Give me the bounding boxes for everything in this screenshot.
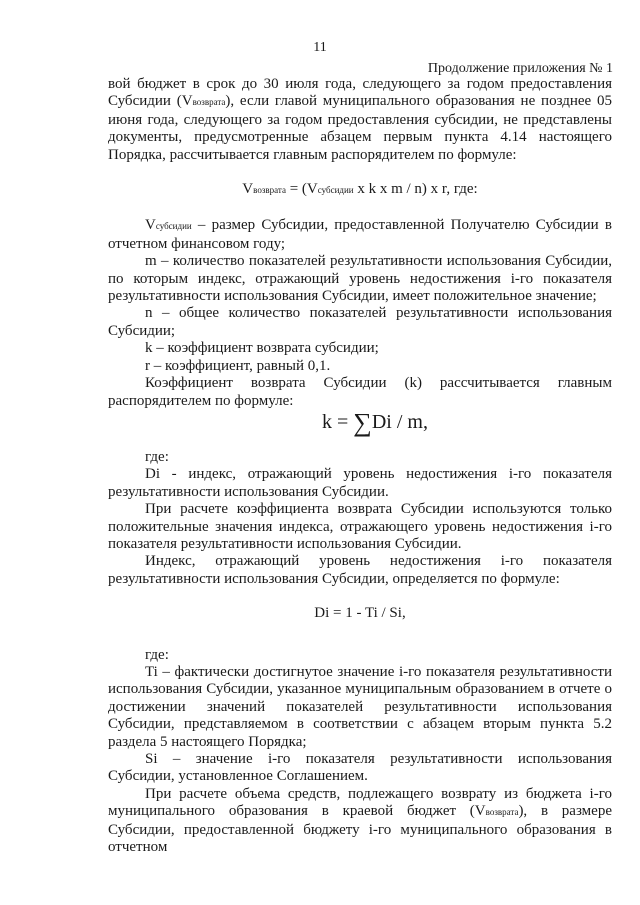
definition-v-subsidii: Vсубсидии – размер Субсидии, предоставленной Получателю Субсидии в отчетном финансовом году; xyxy=(108,217,612,252)
formula-return-volume: Vвозврата = (Vсубсидии x k x m / n) x r, где: xyxy=(242,181,478,198)
formula-coefficient-k: k = ∑Di / m, xyxy=(322,407,428,437)
document-body xyxy=(108,76,612,856)
paragraph-return-deadline: вой бюджет в срок до 30 июля года, следующего за годом предоставления Субсидии (Vвозврата), если главой муниципального образования не позднее 05 июня года, следующего за годом предоставления субсидии, не представлены документы, предусмотренные абзацем первым пункта 4.14 настоящего Порядка, рассчитывается главным распорядителем по формуле: xyxy=(108,76,612,163)
label-gde-1: где: xyxy=(145,448,169,465)
paragraph-k-intro: Коэффициент возврата Субсидии (k) рассчитывается главным распорядителем по формуле: xyxy=(108,375,612,409)
definition-r: r – коэффициент, равный 0,1. xyxy=(145,357,331,374)
formula-index-di: Di = 1 - Ti / Si, xyxy=(314,605,406,622)
definition-m: m – количество показателей результативности использования Субсидии, по которым индекс, отражающий уровень недостижения i-го показателя результативности использования Субсидии, имеет положительное значение; xyxy=(108,253,612,305)
appendix-continuation: Продолжение приложения № 1 xyxy=(427,61,613,76)
paragraph-return-calculation: При расчете объема средств, подлежащего возврату из бюджета i-го муниципального образования в краевой бюджет (Vвозврата), в размере Субсидии, предоставленной бюджету i-го муниципального образования в отчетном xyxy=(108,785,612,856)
sum-symbol: ∑ xyxy=(353,407,372,437)
definition-n: n – общее количество показателей результативности использования Субсидии; xyxy=(108,305,612,339)
page-number: 11 xyxy=(313,40,327,55)
definition-si: Si – значение i-го показателя результативности использования Субсидии, установленное Соглашением. xyxy=(108,751,612,785)
paragraph-positive-values: При расчете коэффициента возврата Субсидии используются только положительные значения индекса, отражающего уровень недостижения i-го показателя результативности использования Субсидии. xyxy=(108,501,612,552)
label-gde-2: где: xyxy=(145,646,169,663)
paragraph-index-intro: Индекс, отражающий уровень недостижения i-го показателя результативности использования Субсидии, определяется по формуле: xyxy=(108,553,612,587)
definition-ti: Ti – фактически достигнутое значение i-го показателя результативности использования Субсидии, указанное муниципальным образованием в отчете о достижении значений показателей результативности использования Субсидии, представляемом в соответствии с абзацем вторым пункта 5.2 раздела 5 настоящего Порядка; xyxy=(108,663,612,750)
definition-di: Di - индекс, отражающий уровень недостижения i-го показателя результативности использования Субсидии. xyxy=(108,466,612,500)
definition-k: k – коэффициент возврата субсидии; xyxy=(145,340,379,357)
